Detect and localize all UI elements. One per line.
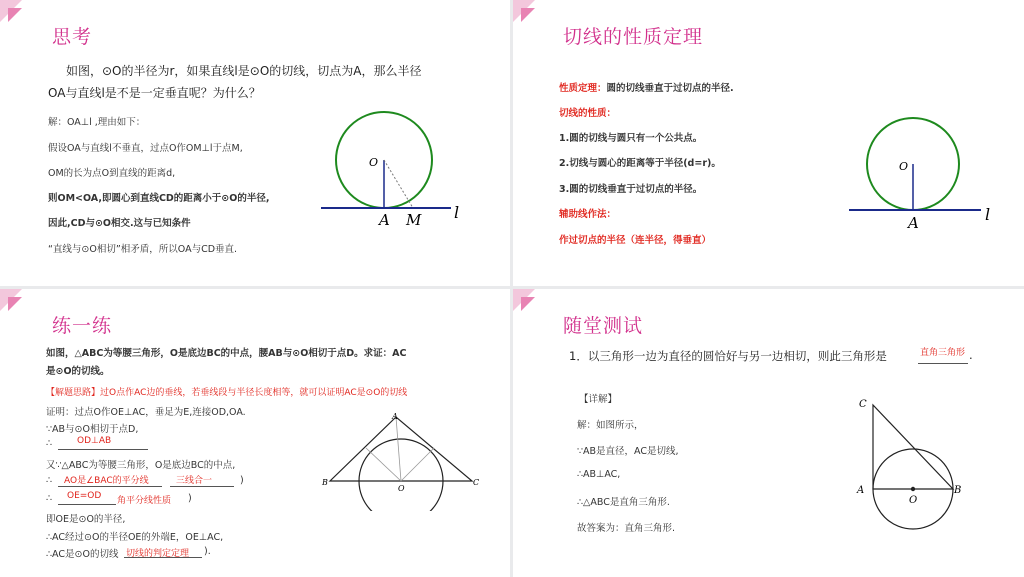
proof-line: 又∵△ABC为等腰三角形，O是底边BC的中点,	[46, 460, 236, 471]
proof-text: ).	[204, 546, 211, 557]
question-line-2: 是⊙O的切线。	[46, 366, 110, 377]
label-m: M	[406, 211, 422, 229]
answer-blank	[918, 363, 968, 364]
proof-line: 因此,CD与⊙O相交.这与已知条件	[48, 218, 191, 229]
proof-line: OM的长为点O到直线的距离d,	[48, 168, 176, 179]
label-a: A	[392, 412, 398, 421]
property-item: 1.圆的切线与圆只有一个公共点。	[559, 133, 703, 144]
proof-line: 假设OA与直线l不垂直，过点O作OM⊥l于点M,	[48, 143, 243, 154]
question-line-1: 如图，⊙O的半径为r，如果直线l是⊙O的切线，切点为A，那么半径	[66, 64, 422, 78]
label-o: O	[899, 160, 909, 173]
slide-think	[0, 0, 510, 286]
label-b: B	[954, 485, 962, 496]
proof-line: 解：OA⊥l ,理由如下：	[48, 117, 146, 128]
question-line-2: OA与直线l是不是一定垂直呢？为什么？	[48, 86, 261, 100]
slide-title: 随堂测试	[563, 315, 644, 337]
label-a: A	[857, 485, 865, 496]
label-c: C	[473, 478, 480, 487]
answer-text: OE=OD	[67, 491, 102, 501]
label-l: l	[454, 203, 460, 222]
slide-title: 切线的性质定理	[563, 26, 704, 48]
answer-text: AO是∠BAC的平分线	[64, 476, 149, 486]
right-triangle-figure	[853, 393, 963, 533]
center-point	[911, 487, 915, 491]
detail-line: 故答案为：直角三角形.	[577, 523, 676, 534]
label-o: O	[909, 495, 918, 506]
label-c: C	[859, 399, 867, 410]
proof-text: )	[188, 493, 192, 504]
proof-line: 则OM<OA,即圆心到直线CD的距离小于⊙O的半径,	[48, 193, 270, 204]
answer-blank	[58, 504, 116, 505]
proof-line: ∴	[46, 475, 53, 486]
proof-line: ∴	[46, 493, 53, 504]
tangent-figure	[845, 112, 1005, 234]
slide-title: 思考	[52, 26, 93, 48]
detail-line: ∵AB是直径，AC是切线,	[577, 446, 679, 457]
label-a: A	[908, 214, 919, 232]
answer-text: 切线的判定定理	[126, 549, 190, 559]
proof-line: “直线与⊙O相切”相矛盾，所以OA与CD垂直.	[48, 244, 238, 255]
answer-blank	[58, 486, 162, 487]
aux-line-heading: 辅助线作法：	[559, 209, 617, 220]
property-item: 3.圆的切线垂直于过切点的半径。	[559, 184, 703, 195]
question-line-1: 如图，△ABC为等腰三角形，O是底边BC的中点，腰AB与⊙O相切于点D。求证：AC	[46, 348, 407, 359]
detail-line: 解：如图所示，	[577, 420, 644, 431]
proof-line: ∴AC经过⊙O的半径OE的外端E，OE⊥AC,	[46, 532, 224, 543]
theorem-text: 圆的切线垂直于过切点的半径.	[606, 83, 734, 94]
proof-text: )	[240, 475, 244, 486]
label-b: B	[322, 478, 328, 487]
triangle-abc	[330, 417, 472, 481]
slide-practice	[0, 289, 510, 577]
segment-oe	[401, 448, 434, 481]
theorem-label: 性质定理：	[559, 83, 607, 94]
triangle-abc	[873, 405, 953, 489]
segment-od	[366, 448, 401, 481]
slide-tangent-theorem	[513, 0, 1024, 286]
detail-line: ∴△ABC是直角三角形.	[577, 497, 670, 508]
answer-text: 角平分线性质	[117, 496, 172, 506]
property-heading: 切线的性质：	[559, 108, 617, 119]
label-o: O	[369, 156, 379, 169]
quiz-question-end: .	[969, 348, 973, 362]
label-o: O	[398, 484, 405, 493]
label-a: A	[379, 211, 390, 229]
property-item: 2.切线与圆心的距离等于半径(d=r)。	[559, 158, 721, 169]
proof-line: ∴AC是⊙O的切线	[46, 549, 119, 560]
proof-line: ∵AB与⊙O相切于点D,	[46, 424, 139, 435]
answer-blank	[58, 449, 148, 450]
circle-o	[359, 439, 443, 511]
proof-line: ∴	[46, 438, 53, 449]
segment-oa	[396, 417, 401, 481]
quiz-question: 1．以三角形一边为直径的圆恰好与另一边相切，则此三角形是	[569, 349, 887, 363]
triangle-figure	[318, 411, 490, 511]
aux-line-method: 作过切点的半径（连半径，得垂直）	[559, 235, 712, 246]
quiz-answer: 直角三角形	[920, 348, 966, 358]
detail-line: ∴AB⊥AC,	[577, 469, 621, 480]
tangent-figure	[315, 108, 475, 233]
answer-text: 三线合一	[176, 476, 213, 486]
label-l: l	[985, 205, 991, 224]
answer-blank	[170, 486, 234, 487]
solution-hint: 【解题思路】过O点作AC边的垂线，若垂线段与半径长度相等，就可以证明AC是⊙O的切线	[46, 388, 408, 398]
proof-line: 证明：过点O作OE⊥AC，垂足为E,连接OD,OA.	[46, 407, 246, 418]
proof-line: 即OE是⊙O的半径,	[46, 514, 126, 525]
slide-title: 练一练	[52, 315, 113, 337]
slide-quiz	[513, 289, 1024, 577]
detail-heading: 【详解】	[579, 394, 618, 405]
answer-text: OD⊥AB	[77, 436, 112, 446]
